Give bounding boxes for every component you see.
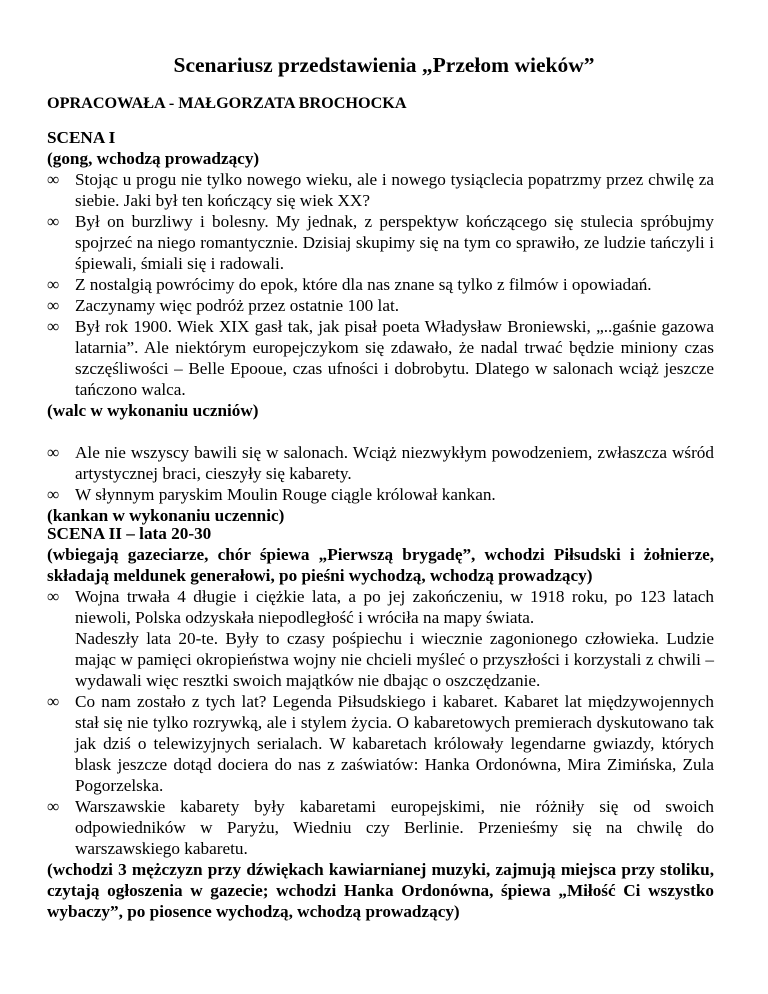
infinity-bullet-icon: ∞ xyxy=(47,485,60,504)
list-item-text: Warszawskie kabarety były kabaretami europejskimi, nie różniły się od swoich odpowiedników w Paryżu, Wiedniu czy Berlinie. Przenieśmy się na chwilę do warszawskiego kabaretu. xyxy=(75,797,714,858)
list-item xyxy=(47,442,714,484)
list-item-text: Był on burzliwy i bolesny. My jednak, z perspektyw kończącego się stulecia spróbujmy spojrzeć na niego romantycznie. Dzisiaj skupimy się na tym co sprawiło, ze ludzie tańczyli i śpiewali, śmiali się i radowali. xyxy=(75,212,714,273)
list-item-text: Z nostalgią powrócimy do epok, które dla nas znane są tylko z filmów i opowiadań. xyxy=(75,275,652,294)
infinity-bullet-icon: ∞ xyxy=(47,443,60,462)
list-item xyxy=(47,796,714,859)
infinity-bullet-icon: ∞ xyxy=(47,317,60,336)
stage-direction: (walc w wykonaniu uczniów) xyxy=(47,401,259,420)
page-title: Scenariusz przedstawienia „Przełom wieków” xyxy=(173,53,595,77)
list-item xyxy=(47,484,714,505)
infinity-bullet-icon: ∞ xyxy=(47,587,60,606)
list-item-text: W słynnym paryskim Moulin Rouge ciągle królował kankan. xyxy=(75,485,496,504)
list-item-text: Zaczynamy więc podróż przez ostatnie 100 lat. xyxy=(75,296,400,315)
list-item-text: Co nam zostało z tych lat? Legenda Piłsudskiego i kabaret. Kabaret lat międzywojennych stał się nie tylko rozrywką, ale i stylem życia. O kabaretowych premierach dyskutowano tak jak dziś o telewizyjnych serialach. W kabaretach królowały legendarne gwiazdy, których blask jeszcze dotąd dociera do nas z zaświatów: Hanka Ordonówna, Mira Zimińska, Zula Pogorzelska. xyxy=(75,692,714,795)
infinity-bullet-icon: ∞ xyxy=(47,212,60,231)
list-item-text: Był rok 1900. Wiek XIX gasł tak, jak pisał poeta Władysław Broniewski, „..gaśnie gazowa latarnia”. Ale niektórym europejczykom się zdawało, że nadal trwać będzie miniony czas szczęśliwości – Belle Epooue, czas ufności i dobrobytu. Dlatego w salonach wciąż jeszcze tańczono walca. xyxy=(75,317,714,399)
paragraph: Nadeszły lata 20-te. Były to czasy pośpiechu i wiecznie zagonionego człowieka. Ludzie mając w pamięci okropieństwa wojny nie chcieli myśleć o przyszłości i korzystali z chwili – wydawali więc resztki swoich majątków nie dbając o oszczędzanie. xyxy=(75,629,714,690)
scene-2-heading: SCENA II – lata 20-30 xyxy=(47,524,212,543)
list-item xyxy=(47,274,714,295)
scene-1 xyxy=(47,127,714,526)
list-item xyxy=(47,586,714,628)
infinity-bullet-icon: ∞ xyxy=(47,692,60,711)
list-item xyxy=(47,295,714,316)
infinity-bullet-icon: ∞ xyxy=(47,797,60,816)
list-item xyxy=(47,211,714,274)
list-item-text: Wojna trwała 4 długie i ciężkie lata, a po jej zakończeniu, w 1918 roku, po 123 latach niewoli, Polska odzyskała niepodległość i wróciła na mapy świata. xyxy=(75,587,714,627)
list-item-text: Stojąc u progu nie tylko nowego wieku, ale i nowego tysiąclecia popatrzmy przez chwilę za siebie. Jaki był ten kończący się wiek XX? xyxy=(75,170,714,210)
list-item xyxy=(47,169,714,211)
spacer xyxy=(47,421,714,442)
stage-direction: (wbiegają gazeciarze, chór śpiewa „Pierwszą brygadę”, wchodzi Piłsudski i żołnierze, składają meldunek generałowi, po pieśni wychodzą, wchodzą prowadzący) xyxy=(47,545,714,585)
list-item-text: Ale nie wszyscy bawili się w salonach. Wciąż niezwykłym powodzeniem, zwłaszcza wśród artystycznej braci, cieszyły się kabarety. xyxy=(75,443,714,483)
infinity-bullet-icon: ∞ xyxy=(47,275,60,294)
scene-2 xyxy=(47,523,714,922)
list-item xyxy=(47,316,714,400)
author-line: OPRACOWAŁA - MAŁGORZATA BROCHOCKA xyxy=(47,94,407,112)
stage-direction: (gong, wchodzą prowadzący) xyxy=(47,149,260,168)
list-item xyxy=(47,691,714,796)
infinity-bullet-icon: ∞ xyxy=(47,296,60,315)
stage-direction: (kankan w wykonaniu uczennic) xyxy=(47,506,285,525)
stage-direction: (wchodzi 3 mężczyzn przy dźwiękach kawiarnianej muzyki, zajmują miejsca przy stoliku, czytają ogłoszenia w gazecie; wchodzi Hanka Ordonówna, śpiewa „Miłość Ci wszystko wybaczy”, po piosence wychodzą, wchodzą prowadzący) xyxy=(47,860,714,921)
scene-1-heading: SCENA I xyxy=(47,128,116,147)
infinity-bullet-icon: ∞ xyxy=(47,170,60,189)
